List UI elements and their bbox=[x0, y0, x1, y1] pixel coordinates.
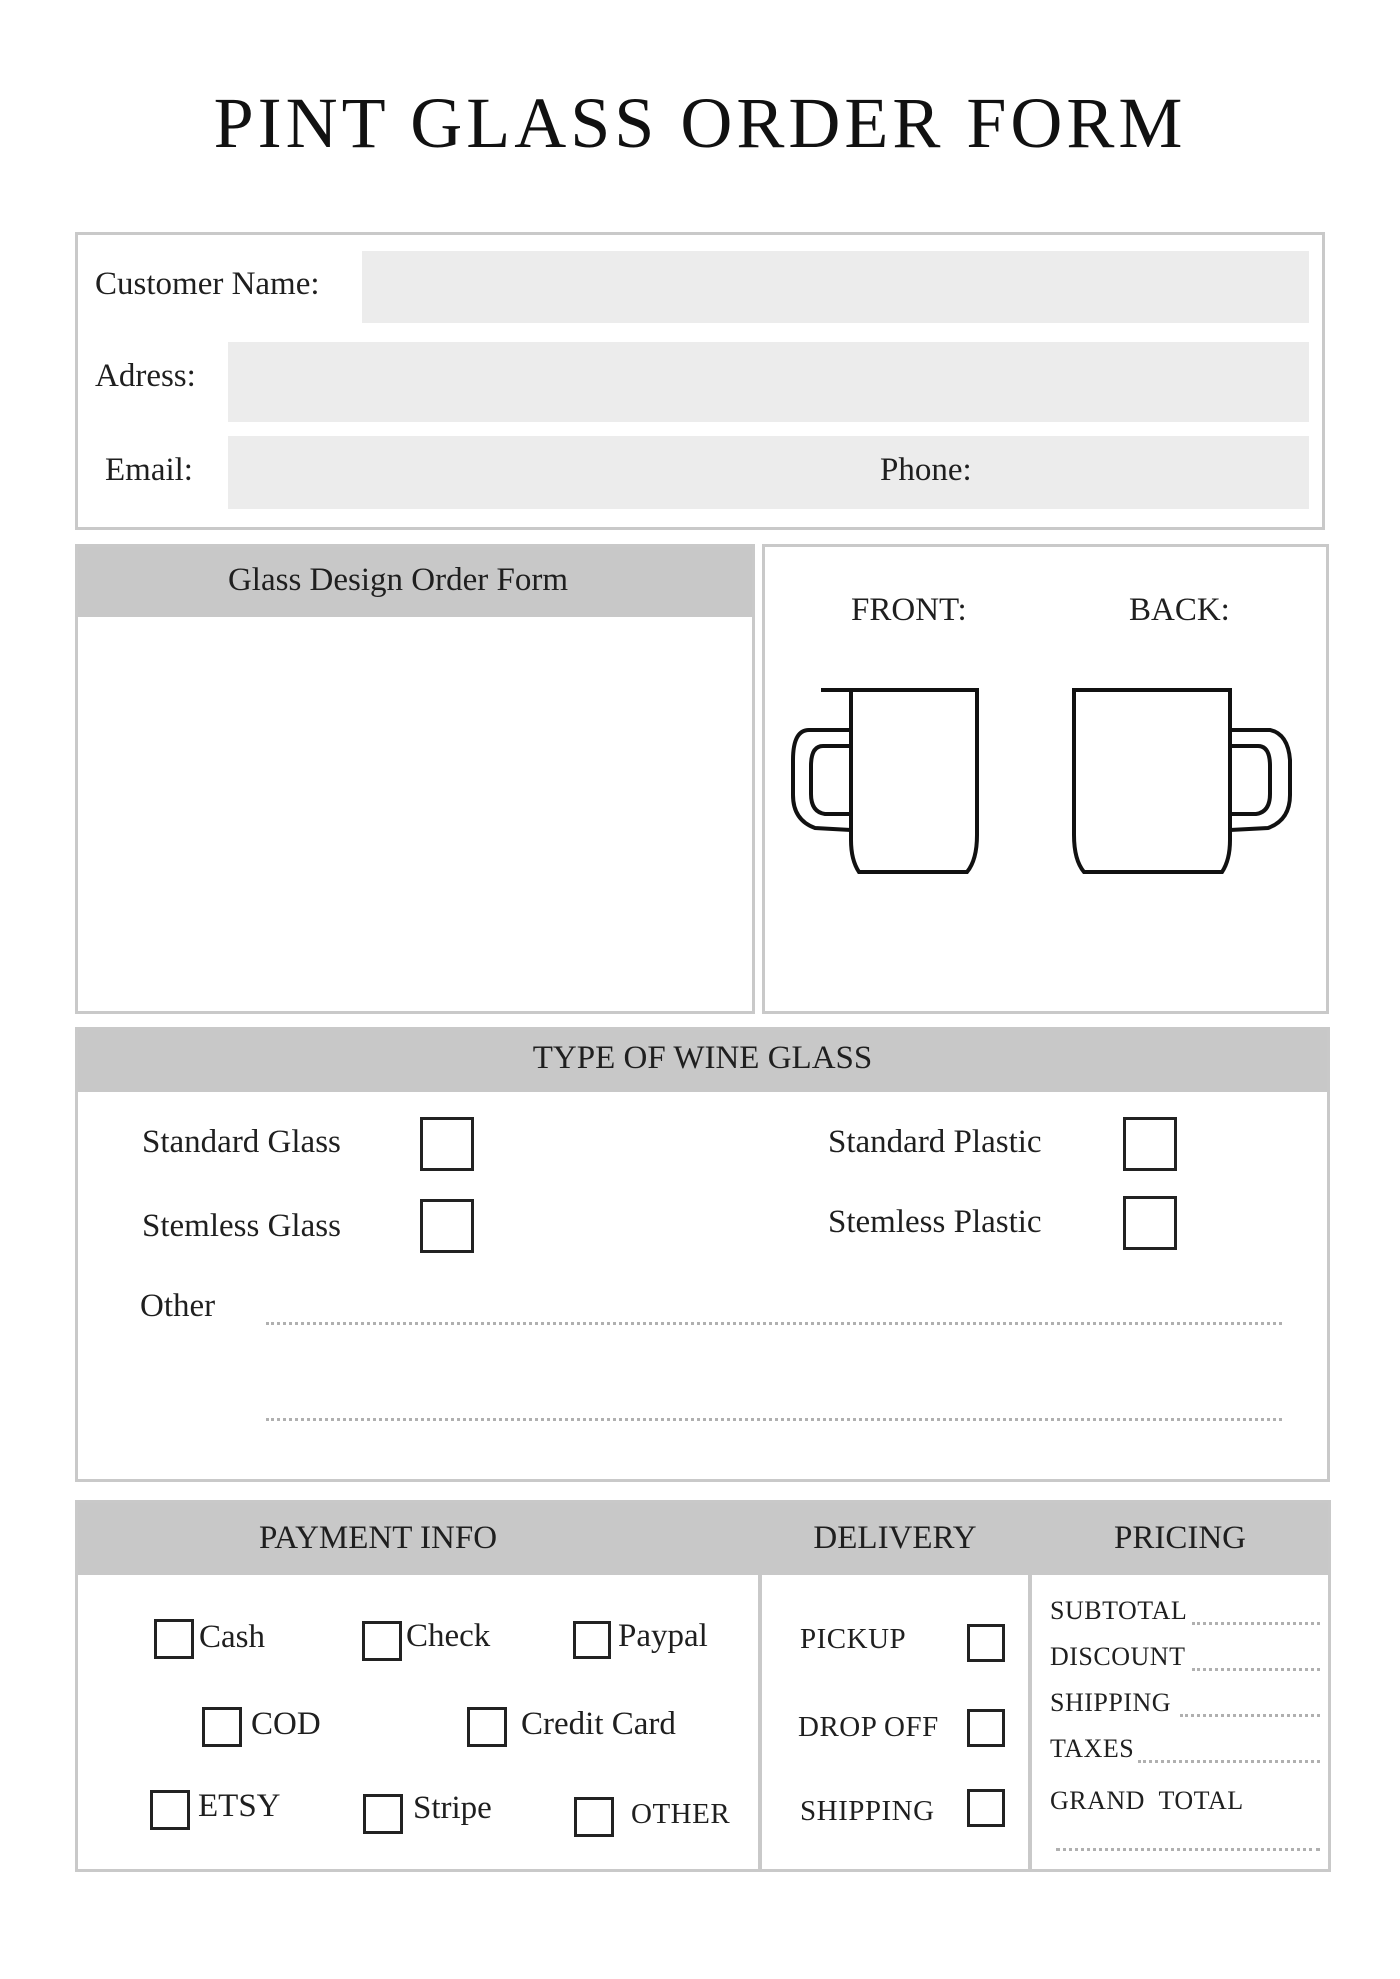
email-phone-input[interactable] bbox=[228, 436, 1309, 509]
pricing-taxes-field[interactable] bbox=[1138, 1760, 1320, 1763]
pricing-discount-field[interactable] bbox=[1192, 1668, 1320, 1671]
delivery-shipping-label: SHIPPING bbox=[800, 1795, 935, 1827]
option-stemless-glass-label: Stemless Glass bbox=[142, 1208, 341, 1244]
customer-name-input[interactable] bbox=[362, 251, 1309, 323]
payment-credit-card-label: Credit Card bbox=[521, 1706, 676, 1742]
stemless-plastic-checkbox[interactable] bbox=[1123, 1196, 1177, 1250]
pricing-discount-label: DISCOUNT bbox=[1050, 1642, 1186, 1671]
delivery-drop-off-checkbox[interactable] bbox=[967, 1709, 1005, 1747]
payment-cod-label: COD bbox=[251, 1706, 321, 1742]
payment-check-checkbox[interactable] bbox=[362, 1621, 402, 1661]
payment-header: PAYMENT INFO bbox=[258, 1520, 498, 1556]
stemless-glass-checkbox[interactable] bbox=[420, 1199, 474, 1253]
pricing-subtotal-label: SUBTOTAL bbox=[1050, 1596, 1188, 1625]
payment-other-label: OTHER bbox=[631, 1798, 731, 1830]
payment-credit-card-checkbox[interactable] bbox=[467, 1707, 507, 1747]
other-input-line-2[interactable] bbox=[266, 1418, 1282, 1421]
payment-paypal-checkbox[interactable] bbox=[573, 1621, 611, 1659]
standard-glass-checkbox[interactable] bbox=[420, 1117, 474, 1171]
delivery-shipping-checkbox[interactable] bbox=[967, 1789, 1005, 1827]
option-stemless-plastic-label: Stemless Plastic bbox=[828, 1204, 1042, 1240]
payment-stripe-checkbox[interactable] bbox=[363, 1794, 403, 1834]
glass-design-header: Glass Design Order Form bbox=[227, 562, 569, 598]
address-input[interactable] bbox=[228, 342, 1309, 422]
delivery-header: DELIVERY bbox=[813, 1520, 977, 1556]
payment-cash-checkbox[interactable] bbox=[154, 1619, 194, 1659]
glass-type-section bbox=[75, 1027, 1330, 1482]
design-drawing-area[interactable] bbox=[78, 617, 752, 1011]
option-standard-glass-label: Standard Glass bbox=[142, 1124, 341, 1160]
payment-check-label: Check bbox=[406, 1618, 491, 1654]
payment-delivery-divider bbox=[758, 1575, 762, 1869]
customer-name-label: Customer Name: bbox=[95, 266, 320, 302]
mug-front-icon bbox=[785, 680, 1020, 875]
page-title: PINT GLASS ORDER FORM bbox=[213, 83, 1187, 163]
address-label: Adress: bbox=[95, 358, 196, 394]
pricing-shipping-field[interactable] bbox=[1180, 1714, 1320, 1717]
phone-label: Phone: bbox=[880, 452, 972, 488]
standard-plastic-checkbox[interactable] bbox=[1123, 1117, 1177, 1171]
other-label: Other bbox=[140, 1288, 216, 1324]
payment-etsy-checkbox[interactable] bbox=[150, 1790, 190, 1830]
payment-etsy-label: ETSY bbox=[198, 1788, 281, 1824]
pricing-shipping-label: SHIPPING bbox=[1050, 1688, 1172, 1717]
delivery-drop-off-label: DROP OFF bbox=[798, 1711, 939, 1743]
payment-cod-checkbox[interactable] bbox=[202, 1707, 242, 1747]
delivery-pricing-divider bbox=[1028, 1575, 1032, 1869]
delivery-pickup-label: PICKUP bbox=[800, 1623, 907, 1655]
email-label: Email: bbox=[105, 452, 193, 488]
mug-back-icon bbox=[1070, 680, 1305, 875]
front-label: FRONT: bbox=[851, 592, 967, 628]
pricing-taxes-label: TAXES bbox=[1050, 1734, 1135, 1763]
pricing-grand-total-field[interactable] bbox=[1056, 1848, 1320, 1851]
back-label: BACK: bbox=[1129, 592, 1230, 628]
other-input-line-1[interactable] bbox=[266, 1322, 1282, 1325]
payment-cash-label: Cash bbox=[199, 1619, 265, 1655]
payment-paypal-label: Paypal bbox=[618, 1618, 708, 1654]
option-standard-plastic-label: Standard Plastic bbox=[828, 1124, 1042, 1160]
pricing-header: PRICING bbox=[1113, 1520, 1247, 1556]
pricing-subtotal-field[interactable] bbox=[1192, 1622, 1320, 1625]
payment-other-checkbox[interactable] bbox=[574, 1797, 614, 1837]
glass-type-header: TYPE OF WINE GLASS bbox=[532, 1040, 873, 1076]
payment-stripe-label: Stripe bbox=[413, 1790, 492, 1826]
delivery-pickup-checkbox[interactable] bbox=[967, 1624, 1005, 1662]
pricing-grand-total-label: GRAND TOTAL bbox=[1050, 1786, 1244, 1815]
